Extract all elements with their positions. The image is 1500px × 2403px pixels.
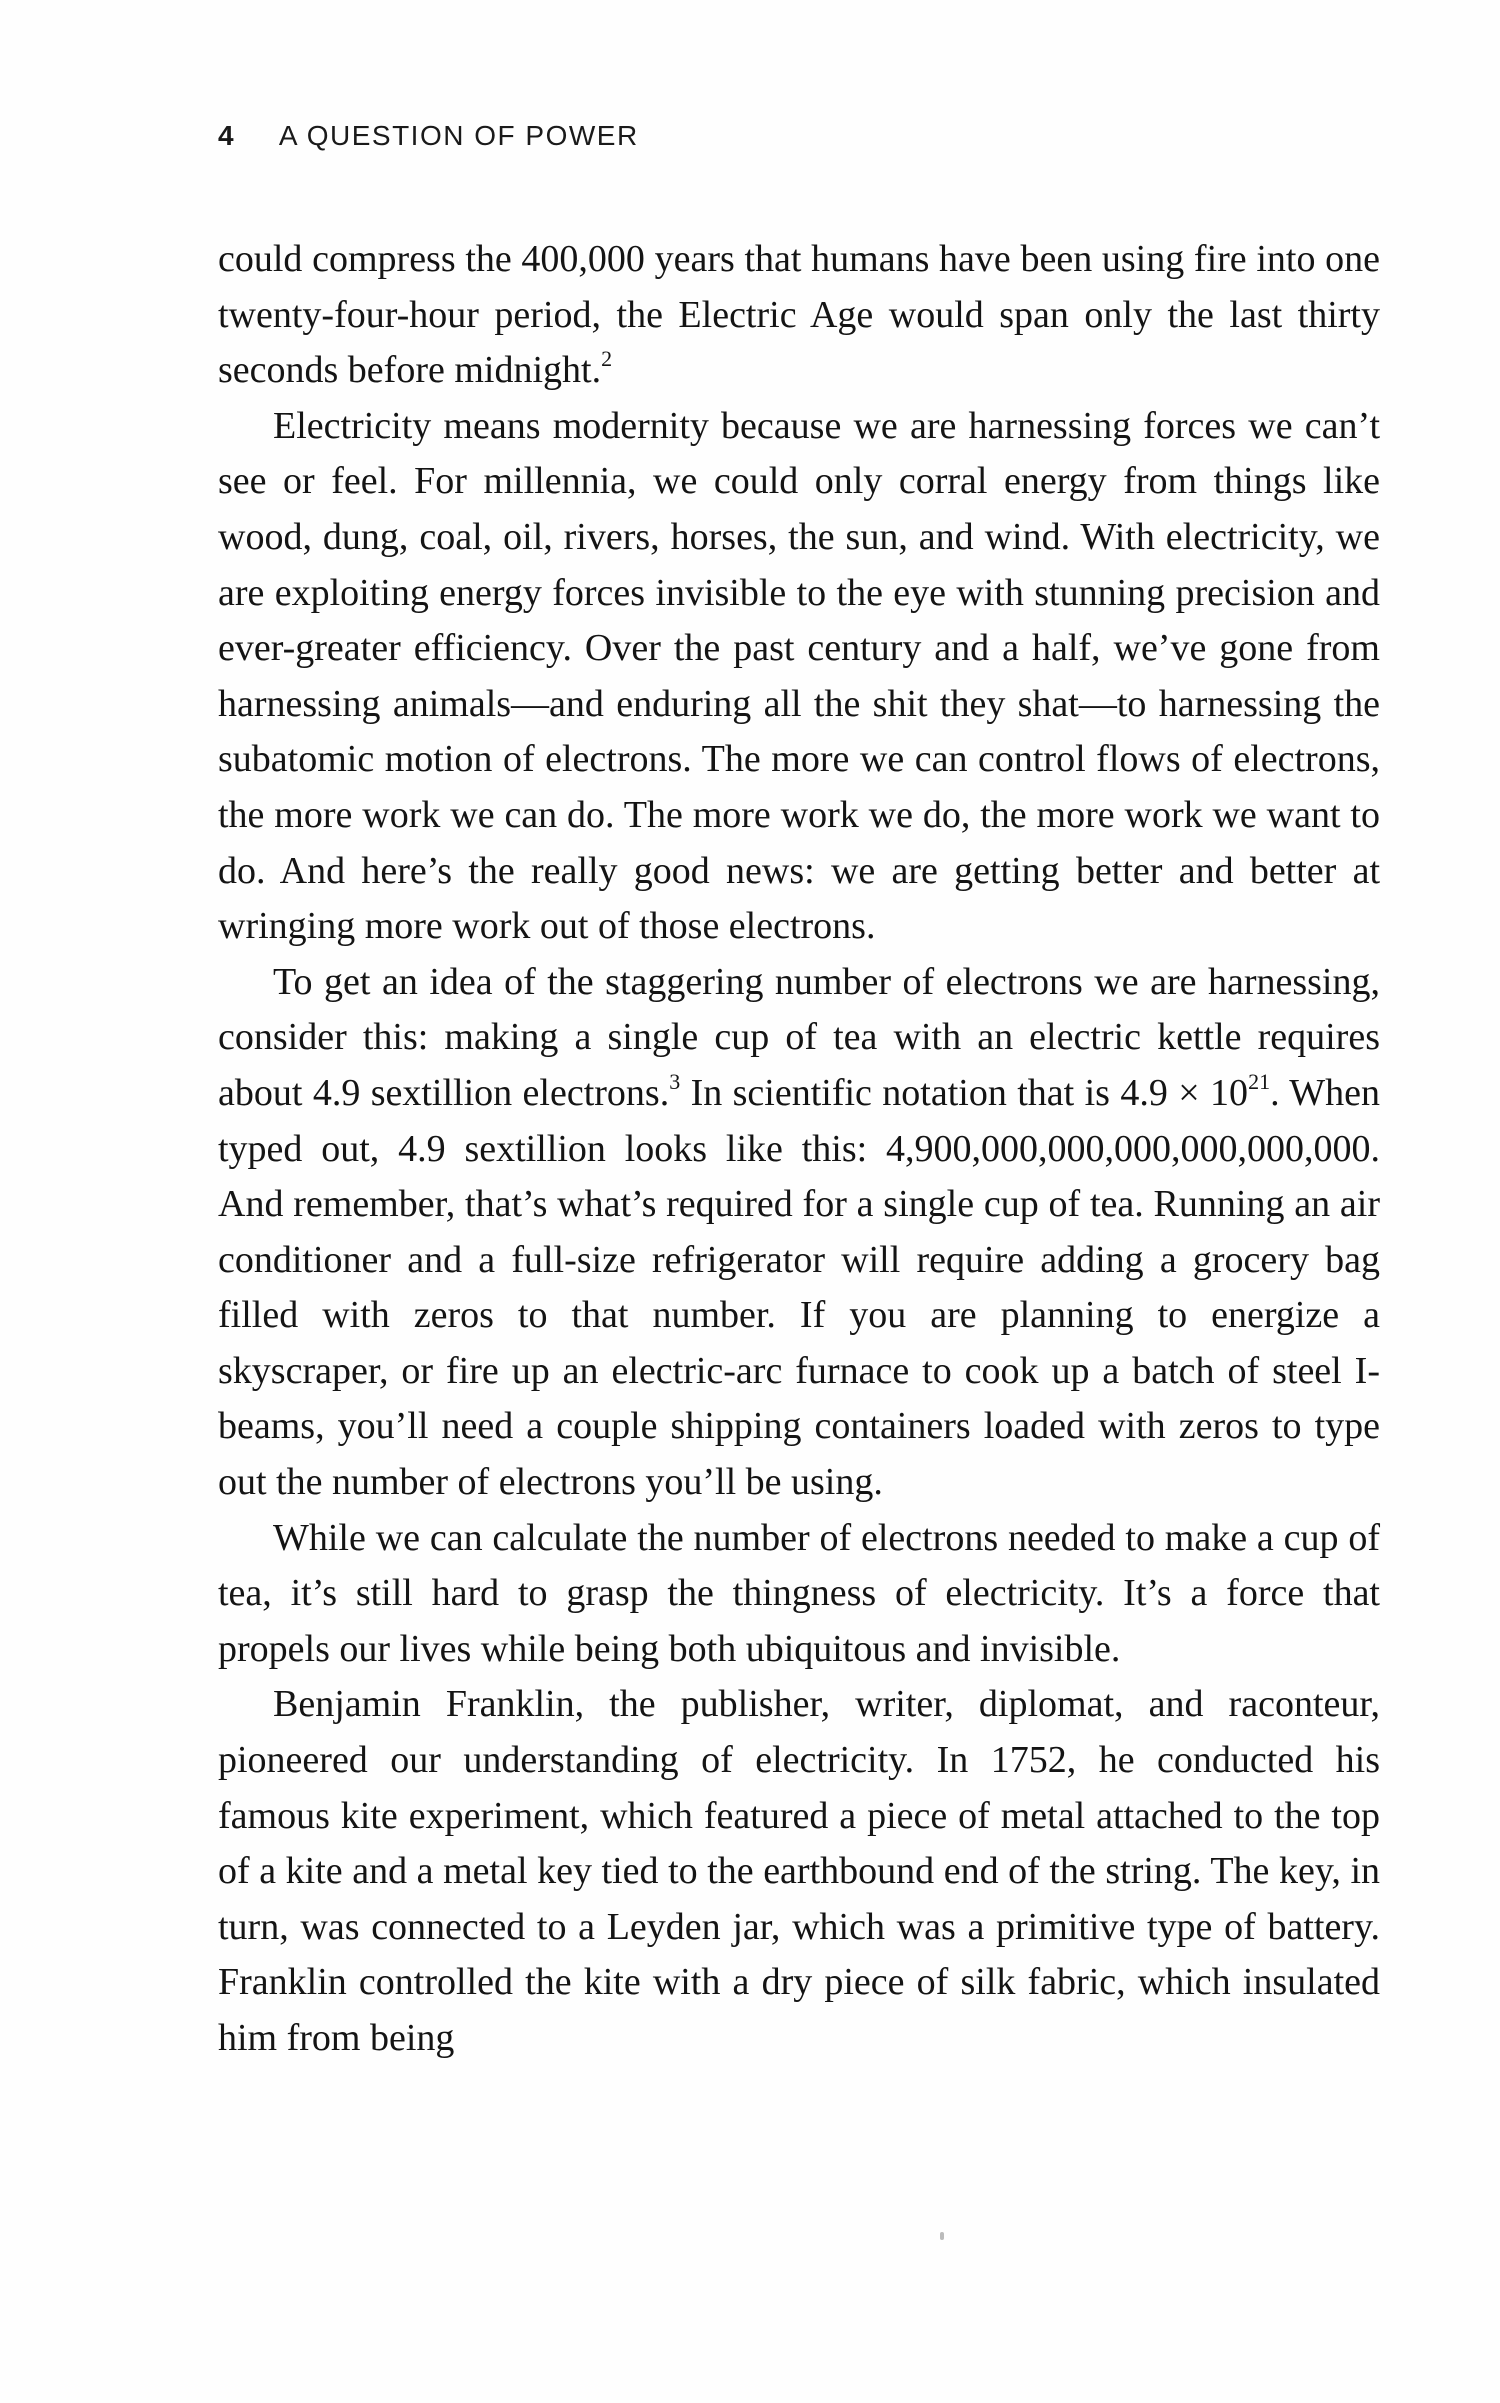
footnote-marker: 2	[601, 346, 613, 372]
paragraph-text: Electricity means modernity because we are harnessing forces we can’t see or feel. For millennia, we could only corral energy from things like wood, dung, coal, oil, rivers, horses, the sun, and wind. With electricity, we are exploiting energy forces invisible to the eye with stunning precision and ever-greater efficiency. Over the past century and a half, we’ve gone from harnessing animals—and enduring all the shit they shat—to harnessing the subatomic motion of electrons. The more we can control flows of electrons, the more work we can do. The more work we do, the more work we want to do. And here’s the really good news: we are getting better and better at wringing more work out of those electrons.	[218, 404, 1380, 948]
paragraph-text: In scientific notation that is 4.9 × 10	[680, 1071, 1249, 1114]
scan-artifact	[940, 2232, 944, 2240]
paragraph-text: While we can calculate the number of electrons needed to make a cup of tea, it’s still hard to grasp the thingness of electricity. It’s a force that propels our lives while being both ubiquitous and invisible.	[218, 1516, 1380, 1670]
body-text	[218, 232, 1380, 2067]
paragraph	[218, 955, 1380, 1511]
paragraph	[218, 399, 1380, 955]
paragraph-text: Benjamin Franklin, the publisher, writer, diplomat, and raconteur, pioneered our understanding of electricity. In 1752, he conducted his famous kite experiment, which featured a piece of metal attached to the top of a kite and a metal key tied to the earthbound end of the string. The key, in turn, was connected to a Leyden jar, which was a primitive type of battery. Franklin controlled the kite with a dry piece of silk fabric, which insulated him from being	[218, 1683, 1380, 2059]
paragraph-text: could compress the 400,000 years that humans have been using fire into one twenty-four-hour period, the Electric Age would span only the last thirty seconds before midnight.	[218, 238, 1380, 392]
running-head	[218, 120, 639, 152]
footnote-marker: 3	[669, 1068, 681, 1094]
paragraph	[218, 1511, 1380, 1678]
paragraph	[218, 232, 1380, 399]
page-number: 4	[218, 120, 236, 151]
paragraph-text: . When typed out, 4.9 sextillion looks like this: 4,900,000,000,000,000,000,000. And remember, that’s what’s required for a single cup of tea. Running an air conditioner and a full-size refrigerator will require adding a grocery bag filled with zeros to that number. If you are planning to energize a skyscraper, or fire up an electric-arc furnace to cook up a batch of steel I-beams, you’ll need a couple shipping containers loaded with zeros to type out the number of electrons you’ll be using.	[218, 1071, 1380, 1504]
running-title: A QUESTION OF POWER	[278, 120, 639, 151]
paragraph	[218, 1677, 1380, 2066]
paragraph-text: To get an idea of the staggering number of electrons we are harnessing, consider this: making a single cup of tea with an electric kettle requires about 4.9 sextillion electrons.	[218, 960, 1380, 1114]
footnote-marker: 21	[1248, 1068, 1271, 1094]
